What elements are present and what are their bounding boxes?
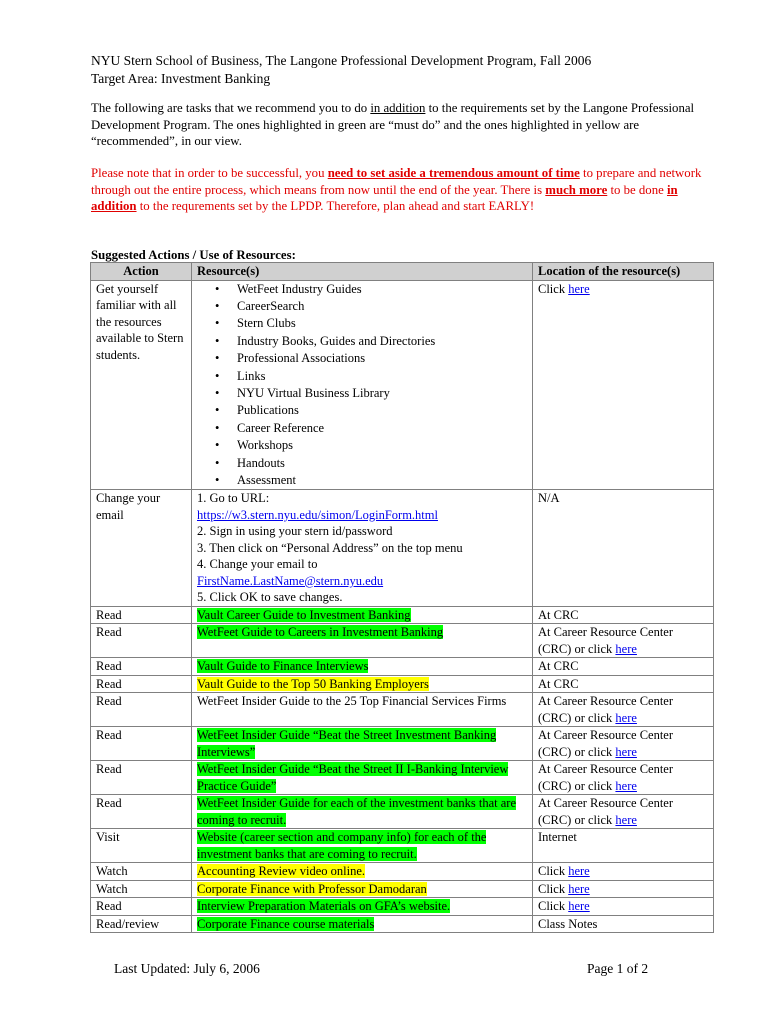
location-cell <box>533 761 714 795</box>
step-text: 5. Click OK to save changes. <box>197 590 343 605</box>
footer-last-updated: Last Updated: July 6, 2006 <box>114 961 260 976</box>
action-cell: Watch <box>91 880 192 898</box>
resource-cell <box>192 863 533 881</box>
action-cell: Read <box>91 693 192 727</box>
location-text: Internet <box>538 830 577 845</box>
action-cell: Read <box>91 898 192 916</box>
document-header <box>91 52 591 88</box>
location-cell <box>533 658 714 676</box>
location-cell <box>533 675 714 693</box>
warning-text-2: to prepare and network through out the entire process, which means from now until the end of the year. There is <box>91 166 702 197</box>
resource-cell <box>192 675 533 693</box>
resource-text: Vault Guide to the Top 50 Banking Employers <box>197 676 429 691</box>
header-location: Location of the resource(s) <box>533 263 714 281</box>
action-cell: Read <box>91 761 192 795</box>
resource-text: WetFeet Insider Guide “Beat the Street Investment Banking Interviews” <box>197 728 497 759</box>
here-link[interactable]: here <box>615 778 637 793</box>
location-cell: N/A <box>533 490 714 607</box>
here-link[interactable]: here <box>615 710 637 725</box>
location-text: Click <box>538 899 569 914</box>
header-action: Action <box>91 263 192 281</box>
location-cell <box>533 727 714 761</box>
action-cell: Watch <box>91 863 192 881</box>
location-cell <box>533 795 714 829</box>
resource-list-item: • Career Reference <box>237 420 527 437</box>
location-text: At CRC <box>538 659 579 674</box>
resource-text: WetFeet Insider Guide “Beat the Street II I-Banking Interview Practice Guide” <box>197 762 509 793</box>
section-title: Suggested Actions / Use of Resources: <box>91 248 296 262</box>
location-cell <box>533 898 714 916</box>
resource-cell <box>192 795 533 829</box>
action-cell: Read <box>91 675 192 693</box>
location-cell <box>533 915 714 933</box>
resource-list <box>197 281 527 490</box>
header-title: NYU Stern School of Business, The Langone Professional Development Program, Fall 2006 <box>91 53 592 68</box>
action-cell: Read <box>91 624 192 658</box>
warning-text-4: to the requrements set by the LPDP. Therefore, plan ahead and start EARLY! <box>136 199 535 213</box>
resource-list-item: • Handouts <box>237 455 527 472</box>
resource-list-item: • Assessment <box>237 472 527 489</box>
table-row <box>91 727 714 761</box>
action-cell: Visit <box>91 829 192 863</box>
step-text: 1. Go to URL: <box>197 491 270 506</box>
resource-list-item: • Industry Books, Guides and Directories <box>237 333 527 350</box>
resource-text: Accounting Review video online. <box>197 864 366 879</box>
location-cell <box>533 829 714 863</box>
action-cell: Change your email <box>91 490 192 607</box>
here-link[interactable]: here <box>568 899 590 914</box>
resource-list-item: • Professional Associations <box>237 350 527 367</box>
here-link[interactable]: here <box>568 881 590 896</box>
header-resources: Resource(s) <box>192 263 533 281</box>
location-cell <box>533 863 714 881</box>
location-text: Click <box>538 281 569 296</box>
table-row <box>91 761 714 795</box>
resource-cell <box>192 727 533 761</box>
login-url-link[interactable]: https://w3.stern.nyu.edu/simon/LoginForm.html <box>197 507 438 522</box>
warning-bold-1: need to set aside a tremendous amount of time <box>327 166 580 180</box>
table-row <box>91 675 714 693</box>
intro-paragraph <box>91 100 711 150</box>
action-cell: Get yourself familiar with all the resources available to Stern students. <box>91 280 192 490</box>
location-text: At Career Resource Center (CRC) or click <box>538 728 674 759</box>
warning-bold-2: much more <box>545 182 608 197</box>
intro-text-2: to the requirements set by the Langone Professional Development Program. The ones highlighted in green are “must do” and the ones highlighted in yellow are “recommended”, in our view. <box>91 101 695 148</box>
action-cell: Read <box>91 606 192 624</box>
resource-list-item: • WetFeet Industry Guides <box>237 281 527 298</box>
table-row <box>91 880 714 898</box>
location-cell <box>533 280 714 490</box>
table-header-row <box>91 263 714 281</box>
table-row <box>91 490 714 607</box>
resource-cell <box>192 490 533 607</box>
resource-cell <box>192 880 533 898</box>
table-row <box>91 795 714 829</box>
resource-list-item: • Workshops <box>237 437 527 454</box>
intro-underlined: in addition <box>370 101 426 115</box>
location-text: At CRC <box>538 607 579 622</box>
table-row <box>91 624 714 658</box>
warning-text-1: Please note that in order to be successful, you <box>91 166 328 180</box>
step-text: 3. Then click on “Personal Address” on the top menu <box>197 540 463 555</box>
table-row <box>91 898 714 916</box>
action-cell: Read <box>91 727 192 761</box>
location-text: At Career Resource Center (CRC) or click <box>538 694 674 725</box>
resource-text: WetFeet Insider Guide for each of the investment banks that are coming to recruit. <box>197 796 517 827</box>
location-text: At CRC <box>538 676 579 691</box>
resource-cell <box>192 280 533 490</box>
here-link[interactable]: here <box>615 812 637 827</box>
warning-paragraph <box>91 165 711 215</box>
header-target-area: Target Area: Investment Banking <box>91 71 271 86</box>
table-row <box>91 693 714 727</box>
resource-cell <box>192 761 533 795</box>
location-cell <box>533 606 714 624</box>
step-text: 2. Sign in using your stern id/password <box>197 524 393 539</box>
here-link[interactable]: here <box>568 864 590 879</box>
resource-list-item: • CareerSearch <box>237 298 527 315</box>
warning-text-3: to be done <box>607 182 667 197</box>
here-link[interactable]: here <box>615 744 637 759</box>
table-row <box>91 658 714 676</box>
resource-cell <box>192 624 533 658</box>
email-link[interactable]: FirstName.LastName@stern.nyu.edu <box>197 573 384 588</box>
resource-list-item: • NYU Virtual Business Library <box>237 385 527 402</box>
resource-cell <box>192 693 533 727</box>
location-cell <box>533 693 714 727</box>
intro-text-1: The following are tasks that we recommend you to do <box>91 101 371 115</box>
resource-cell <box>192 658 533 676</box>
table-row <box>91 606 714 624</box>
location-text: Class Notes <box>538 916 598 931</box>
action-cell: Read <box>91 795 192 829</box>
resource-text: Vault Career Guide to Investment Banking <box>197 607 411 622</box>
resource-list-item: • Publications <box>237 402 527 419</box>
footer-page-number: Page 1 of 2 <box>587 961 649 976</box>
location-text: Click <box>538 864 569 879</box>
resource-cell <box>192 915 533 933</box>
location-text: At Career Resource Center (CRC) or click <box>538 796 674 827</box>
resource-list-item: • Links <box>237 368 527 385</box>
resource-text: Interview Preparation Materials on GFA’s website. <box>197 899 451 914</box>
table-row <box>91 280 714 490</box>
resource-text: WetFeet Insider Guide to the 25 Top Financial Services Firms <box>197 694 507 709</box>
resource-cell <box>192 898 533 916</box>
location-cell <box>533 880 714 898</box>
warning-bold-3: in addition <box>91 182 678 213</box>
resource-text: Corporate Finance with Professor Damodaran <box>197 881 427 896</box>
location-text: At Career Resource Center (CRC) or click <box>538 762 674 793</box>
table-row <box>91 829 714 863</box>
action-cell: Read/review <box>91 915 192 933</box>
resource-cell <box>192 829 533 863</box>
location-cell <box>533 624 714 658</box>
table-row <box>91 863 714 881</box>
resource-list-item: • Stern Clubs <box>237 315 527 332</box>
action-cell: Read <box>91 658 192 676</box>
location-text: At Career Resource Center (CRC) or click <box>538 625 674 656</box>
resource-text: Corporate Finance course materials <box>197 916 375 931</box>
location-text: Click <box>538 881 569 896</box>
here-link[interactable]: here <box>615 641 637 656</box>
resource-text: WetFeet Guide to Careers in Investment Banking <box>197 625 444 640</box>
resource-cell <box>192 606 533 624</box>
resource-text: Vault Guide to Finance Interviews <box>197 659 369 674</box>
resource-text: Website (career section and company info) for each of the investment banks that are coming to recruit. <box>197 830 487 861</box>
table-row <box>91 915 714 933</box>
here-link[interactable]: here <box>568 281 590 296</box>
step-text: 4. Change your email to <box>197 557 318 572</box>
resources-table <box>90 262 714 933</box>
